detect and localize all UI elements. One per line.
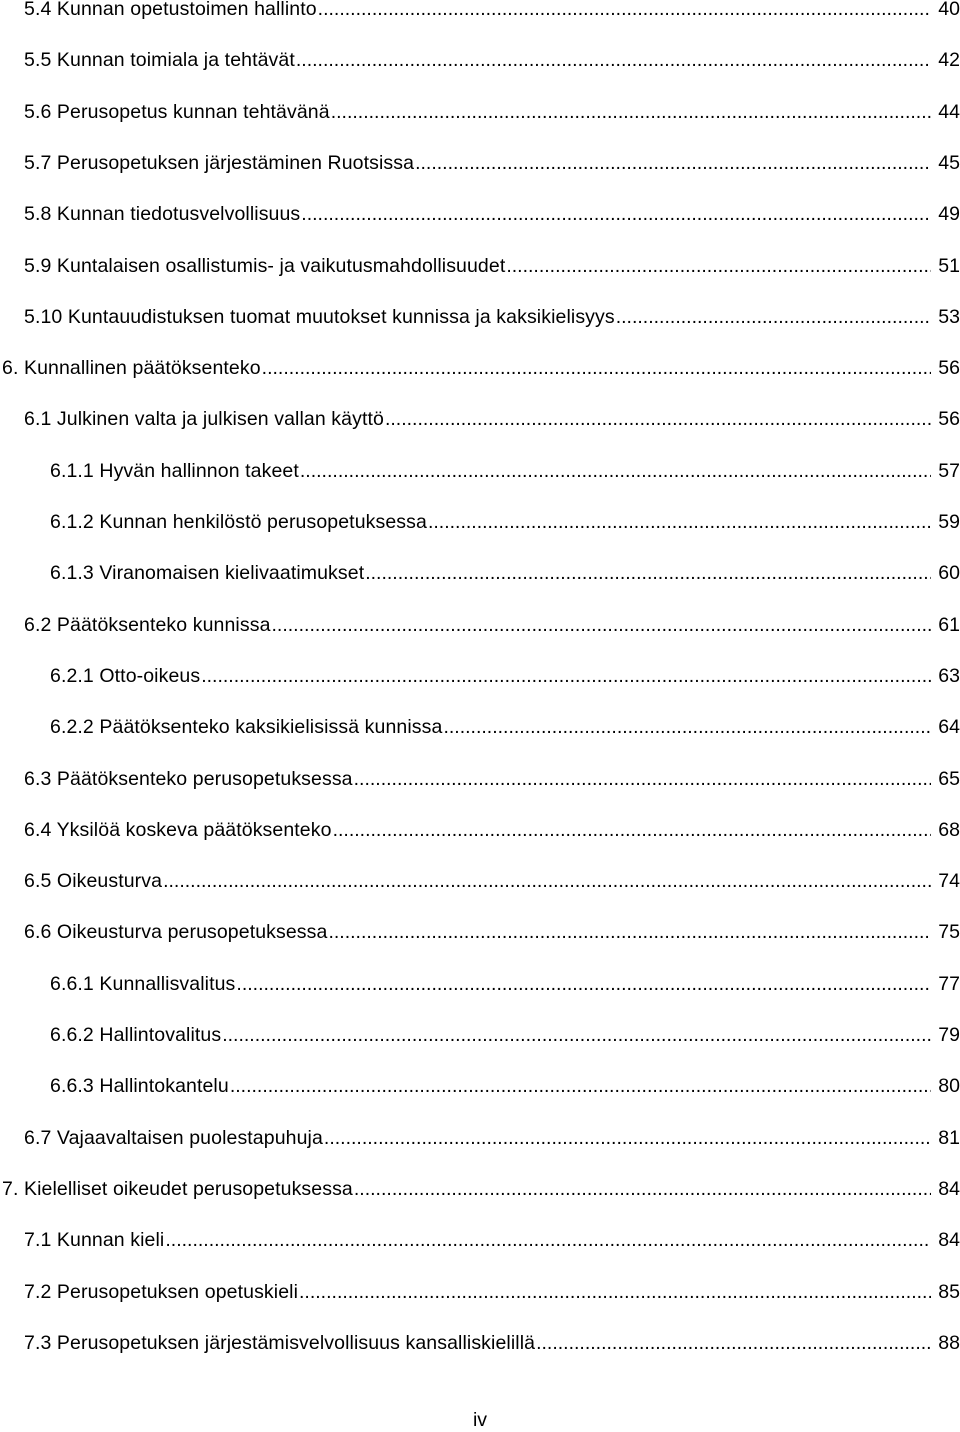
toc-dot-leader [428,510,931,534]
toc-entry[interactable] [0,920,960,960]
toc-entry[interactable] [0,869,960,909]
toc-entry-title: 6. Kunnallinen päätöksenteko [2,357,261,380]
toc-dot-leader [296,48,931,72]
toc-entry-page: 57 [938,459,960,482]
toc-entry-title: 5.5 Kunnan toimiala ja tehtävät [24,49,295,72]
toc-entry-page: 59 [938,511,960,533]
toc-entry[interactable] [0,459,960,499]
toc-entry[interactable] [0,972,960,1012]
toc-dot-leader [365,561,931,585]
toc-dot-leader [506,254,931,278]
toc-entry-title: 6.1.1 Hyvän hallinnon takeet [50,459,299,482]
toc-dot-leader [262,356,931,380]
toc-entry[interactable] [0,1074,960,1114]
toc-entry-page: 40 [938,0,960,20]
toc-entry-title: 6.6.3 Hallintokantelu [50,1075,229,1098]
toc-entry[interactable] [0,356,960,396]
toc-entry-title: 7.1 Kunnan kieli [24,1229,165,1252]
toc-entry[interactable] [0,561,960,601]
toc-entry[interactable] [0,100,960,140]
toc-dot-leader [272,613,931,637]
toc-entry-title: 6.1 Julkinen valta ja julkisen vallan käyttö [24,408,384,431]
toc-entry[interactable] [0,202,960,242]
toc-entry-title: 6.1.2 Kunnan henkilöstö perusopetuksessa [50,511,427,533]
toc-entry-page: 75 [938,921,960,944]
toc-entry[interactable] [0,151,960,191]
toc-entry[interactable] [0,613,960,653]
toc-entry-page: 64 [938,716,960,739]
toc-entry-title: 6.2.2 Päätöksenteko kaksikielisissä kunnissa [50,716,443,739]
toc-dot-leader [201,664,931,688]
toc-entry-page: 84 [938,1177,960,1200]
toc-entry-title: 6.1.3 Viranomaisen kielivaatimukset [50,562,365,585]
toc-entry-title: 6.5 Oikeusturva [24,870,163,893]
toc-dot-leader [443,715,931,739]
toc-dot-leader [165,1228,931,1252]
toc-entry-page: 44 [938,100,960,123]
toc-entry-title: 6.3 Päätöksenteko perusopetuksessa [24,767,353,790]
toc-entry-title: 6.2.1 Otto-oikeus [50,664,201,687]
toc-entry-page: 51 [938,254,960,277]
toc-entry-page: 42 [938,49,960,72]
toc-dot-leader [385,407,931,431]
toc-entry-title: 5.10 Kuntauudistuksen tuomat muutokset kunnissa ja kaksikielisyys [24,305,615,328]
toc-entry-title: 5.8 Kunnan tiedotusvelvollisuus [24,203,301,226]
toc-entry-page: 68 [938,818,960,841]
toc-entry[interactable] [0,407,960,447]
toc-entry[interactable] [0,1280,960,1320]
toc-dot-leader [354,1177,931,1201]
toc-entry-title: 6.6 Oikeusturva perusopetuksessa [24,921,328,944]
toc-dot-leader [163,869,931,893]
toc-entry-page: 84 [938,1229,960,1252]
toc-entry-title: 7.3 Perusopetuksen järjestämisvelvollisuus kansalliskielillä [24,1331,536,1354]
toc-entry-page: 81 [938,1126,960,1149]
toc-entry-page: 61 [938,613,960,636]
page-number: iv [472,1409,488,1431]
toc-entry-page: 77 [938,972,960,995]
toc-entry[interactable] [0,1228,960,1268]
toc-entry[interactable] [0,305,960,345]
toc-entry[interactable] [0,48,960,88]
toc-entry-page: 74 [938,870,960,893]
toc-entry-title: 6.7 Vajaavaltaisen puolestapuhuja [24,1126,323,1149]
toc-entry[interactable] [0,664,960,704]
toc-entry[interactable] [0,715,960,755]
toc-entry-title: 7. Kielelliset oikeudet perusopetuksessa [2,1177,353,1200]
toc-entry[interactable] [0,1023,960,1063]
toc-entry-title: 5.4 Kunnan opetustoimen hallinto [24,0,317,20]
toc-entry-page: 56 [938,408,960,431]
toc-dot-leader [333,818,931,842]
toc-entry-title: 5.7 Perusopetuksen järjestäminen Ruotsissa [24,151,415,174]
toc-entry[interactable] [0,818,960,858]
toc-entry-title: 7.2 Perusopetuksen opetuskieli [24,1280,299,1303]
toc-dot-leader [324,1126,931,1150]
toc-dot-leader [236,972,931,996]
toc-entry[interactable] [0,1331,960,1371]
toc-entry[interactable] [0,254,960,294]
toc-entry-page: 85 [938,1280,960,1303]
toc-dot-leader [536,1331,931,1355]
toc-entry-page: 60 [938,562,960,585]
toc-entry[interactable] [0,1126,960,1166]
toc-dot-leader [222,1023,931,1047]
toc-dot-leader [301,202,931,226]
toc-entry-title: 6.6.2 Hallintovalitus [50,1024,222,1046]
toc-dot-leader [300,459,931,483]
toc-entry-page: 88 [938,1331,960,1354]
toc-entry-page: 63 [938,664,960,687]
toc-entry[interactable] [0,1177,960,1217]
toc-dot-leader [331,100,931,124]
toc-entry-title: 6.6.1 Kunnallisvalitus [50,972,236,995]
toc-entry-page: 53 [938,305,960,328]
toc-entry[interactable] [0,0,960,37]
toc-entry-title: 6.2 Päätöksenteko kunnissa [24,613,271,636]
toc-entry-page: 45 [938,151,960,174]
toc-entry-page: 79 [938,1024,960,1046]
toc-entry-title: 6.4 Yksilöä koskeva päätöksenteko [24,818,332,841]
toc-dot-leader [616,305,931,329]
toc-entry-title: 5.9 Kuntalaisen osallistumis- ja vaikutusmahdollisuudet [24,254,506,277]
toc-dot-leader [318,0,931,21]
toc-dot-leader [354,767,931,791]
toc-entry-page: 65 [938,767,960,790]
toc-dot-leader [328,920,931,944]
toc-dot-leader [299,1280,931,1304]
toc-dot-leader [415,151,931,175]
toc-entry-page: 56 [938,357,960,380]
toc-entry-page: 49 [938,203,960,226]
toc-dot-leader [230,1074,931,1098]
toc-entry[interactable] [0,510,960,550]
toc-entry-title: 5.6 Perusopetus kunnan tehtävänä [24,100,330,123]
toc-entry-page: 80 [938,1075,960,1098]
toc-entry[interactable] [0,767,960,807]
